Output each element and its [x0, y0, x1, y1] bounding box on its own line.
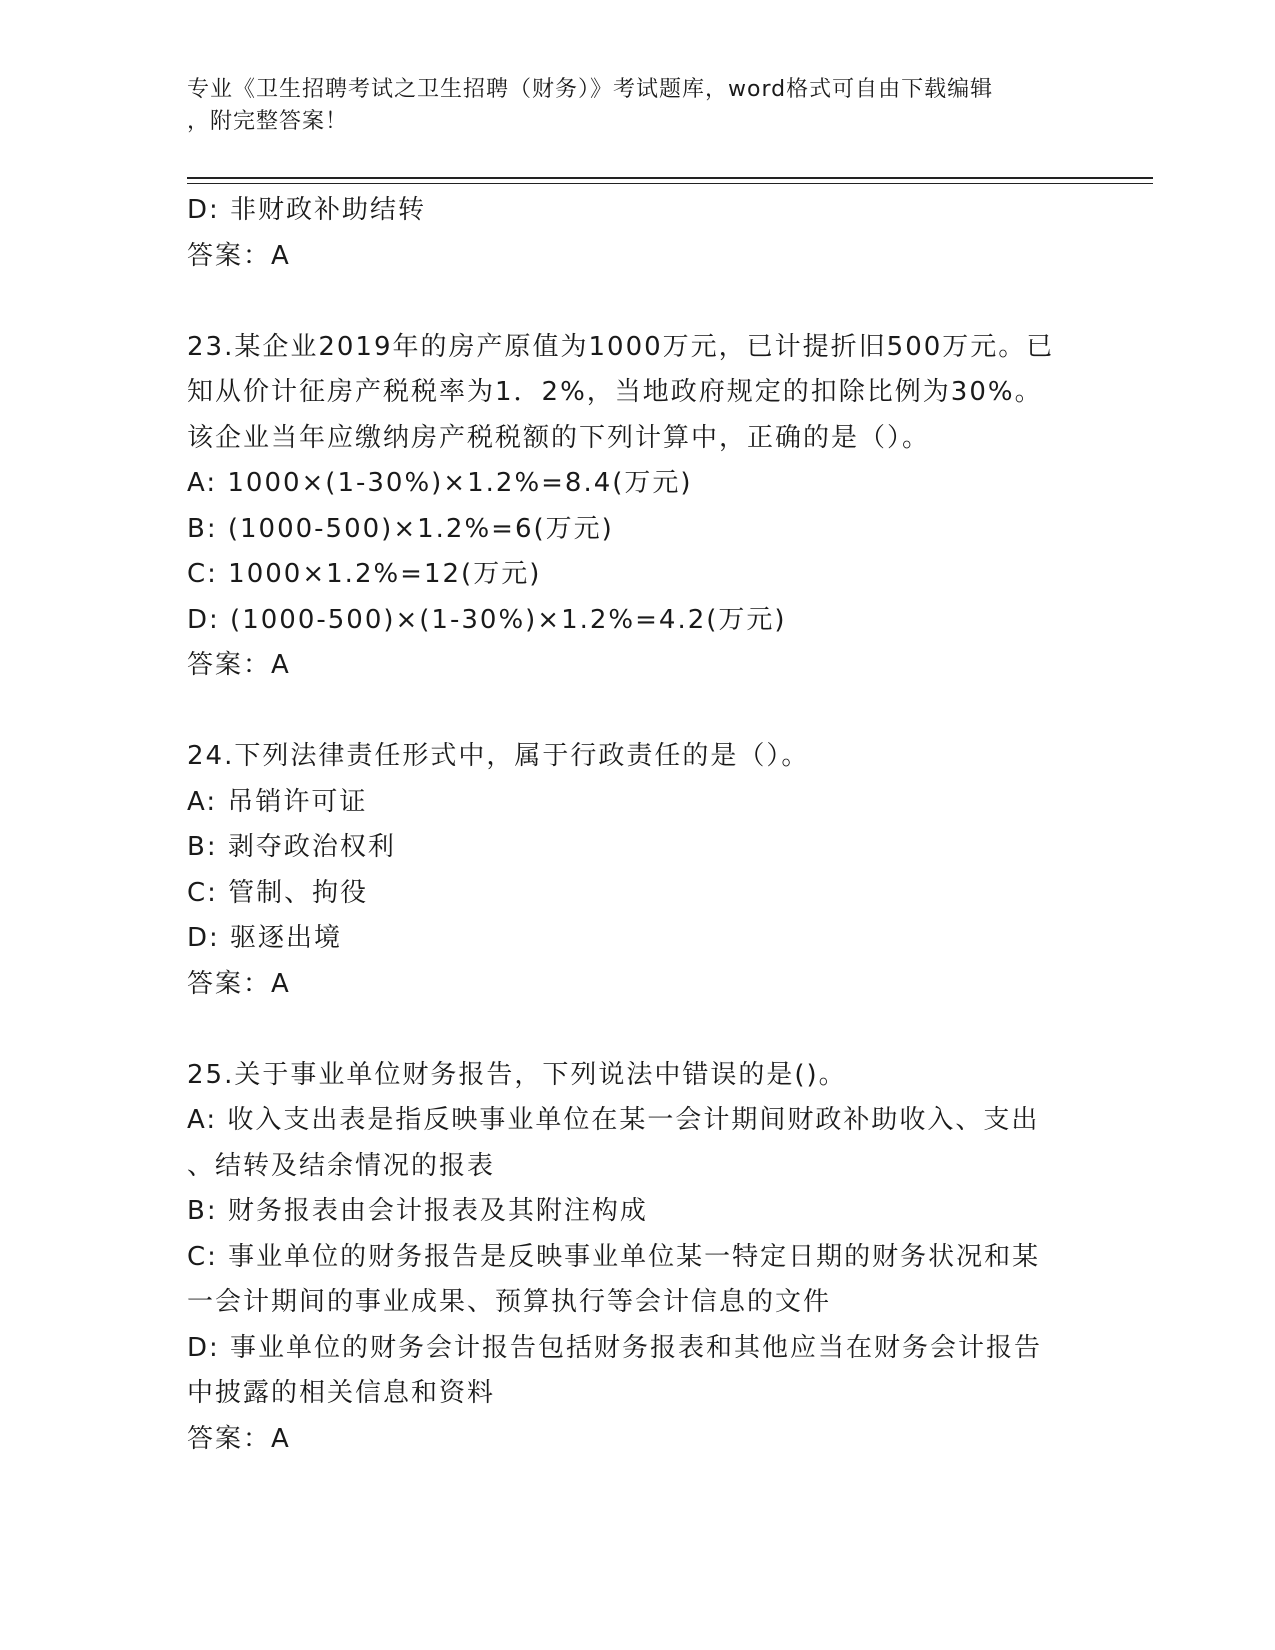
question-text-line: 25.关于事业单位财务报告，下列说法中错误的是()。 — [187, 1059, 847, 1090]
header-divider-thick — [187, 177, 1153, 179]
option-d: D: 驱逐出境 — [187, 923, 343, 953]
option-a-continued: 、结转及结余情况的报表 — [187, 1150, 496, 1181]
question-text-line: 23.某企业2019年的房产原值为1000万元，已计提折旧500万元。已 — [187, 331, 1055, 362]
header-divider-thin — [187, 183, 1153, 184]
answer-line: 答案：A — [187, 240, 291, 271]
answer-line: 答案：A — [187, 650, 291, 680]
question-block-25 — [187, 1053, 1087, 1463]
option-a: A: 1000×(1-30%)×1.2%=8.4(万元) — [187, 468, 693, 498]
option-d: D: 事业单位的财务会计报告包括财务报表和其他应当在财务会计报告 — [187, 1332, 1043, 1363]
option-d: D: (1000-500)×(1-30%)×1.2%=4.2(万元) — [187, 604, 787, 635]
option-d: D: 非财政补助结转 — [187, 195, 427, 225]
question-block-prev — [187, 188, 1087, 279]
question-text-line: 24.下列法律责任形式中，属于行政责任的是（）。 — [187, 741, 810, 771]
option-a: A: 收入支出表是指反映事业单位在某一会计期间财政补助收入、支出 — [187, 1105, 1040, 1135]
option-c-continued: 一会计期间的事业成果、预算执行等会计信息的文件 — [187, 1287, 832, 1317]
option-c: C: 事业单位的财务报告是反映事业单位某一特定日期的财务状况和某 — [187, 1241, 1041, 1272]
option-c: C: 1000×1.2%=12(万元) — [187, 559, 542, 589]
answer-line: 答案：A — [187, 1423, 291, 1454]
option-c: C: 管制、拘役 — [187, 877, 369, 908]
spacer — [187, 689, 1087, 735]
question-block-23 — [187, 325, 1087, 689]
option-a: A: 吊销许可证 — [187, 786, 368, 817]
question-list — [187, 188, 1087, 1462]
header-line-2: ，附完整答案！ — [187, 109, 349, 134]
option-b: B: 剥夺政治权利 — [187, 832, 396, 862]
answer-line: 答案：A — [187, 968, 291, 999]
spacer — [187, 279, 1087, 325]
question-text-line: 该企业当年应缴纳房产税税额的下列计算中，正确的是（）。 — [187, 422, 931, 453]
question-text-line: 知从价计征房产税税率为1．2%，当地政府规定的扣除比例为30%。 — [187, 377, 1043, 407]
page-header — [187, 74, 1067, 138]
option-b: B: 财务报表由会计报表及其附注构成 — [187, 1196, 648, 1226]
header-line-1: 专业《卫生招聘考试之卫生招聘（财务）》考试题库，word格式可自由下载编辑 — [187, 77, 994, 102]
option-d-continued: 中披露的相关信息和资料 — [187, 1378, 496, 1408]
spacer — [187, 1007, 1087, 1053]
option-b: B: (1000-500)×1.2%=6(万元) — [187, 513, 614, 544]
question-block-24 — [187, 734, 1087, 1007]
